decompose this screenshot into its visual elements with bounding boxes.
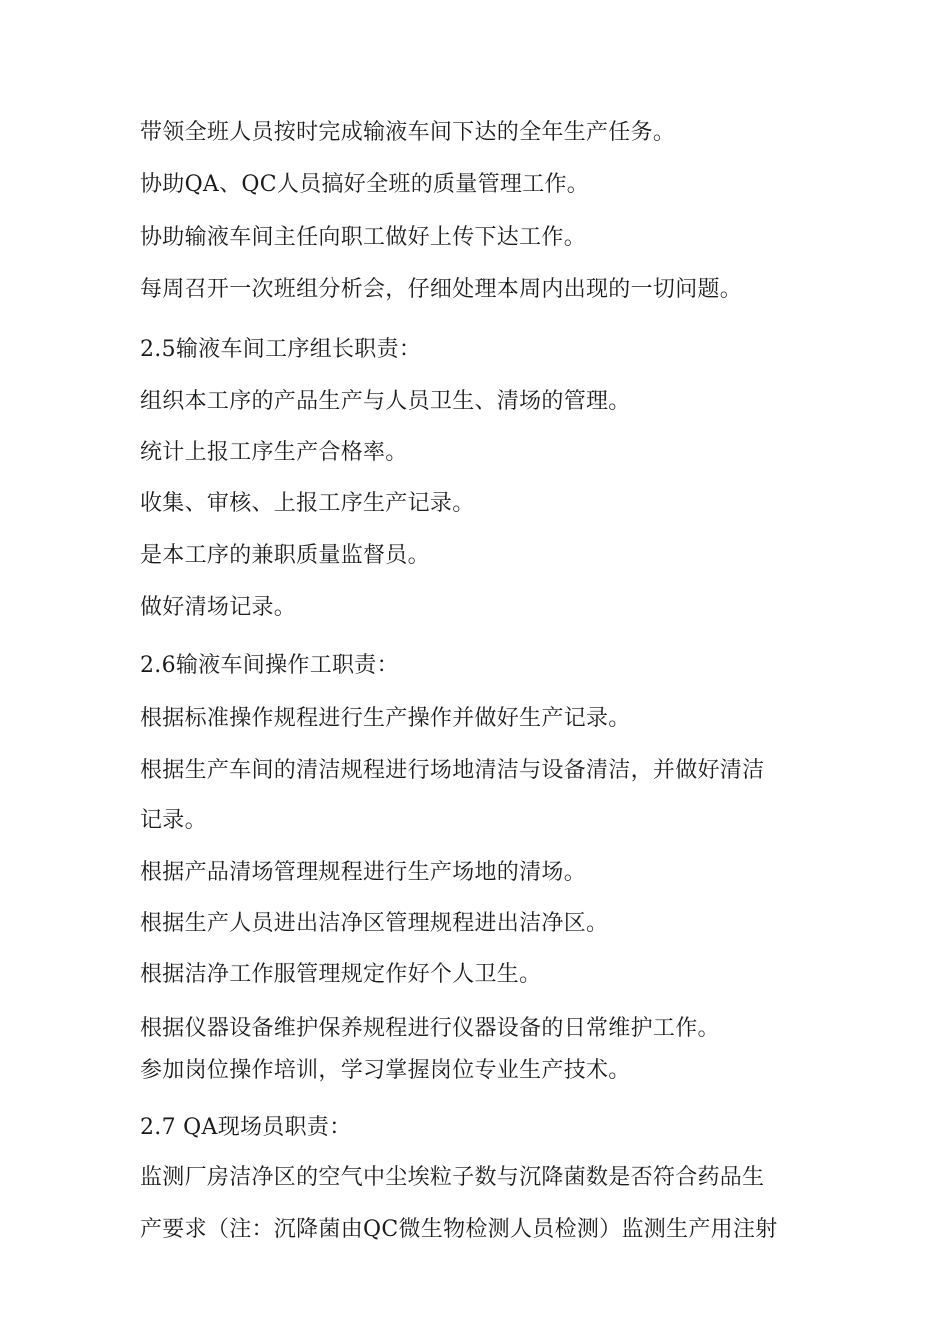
section-heading: 2.5输液车间工序组长职责： — [140, 337, 422, 362]
text-line: 收集、审核、上报工序生产记录。 — [140, 491, 475, 516]
text-line: 根据生产车间的清洁规程进行场地清洁与设备清洁，并做好清洁 — [140, 758, 765, 783]
text-line: 产要求（注：沉降菌由QC微生物检测人员检测）监测生产用注射 — [140, 1217, 778, 1242]
text-line: 参加岗位操作培训，学习掌握岗位专业生产技术。 — [140, 1058, 631, 1083]
text-line: 记录。 — [140, 808, 207, 833]
text-line: 组织本工序的产品生产与人员卫生、清场的管理。 — [140, 389, 631, 414]
text-line: 根据标准操作规程进行生产操作并做好生产记录。 — [140, 706, 631, 731]
text-line: 根据产品清场管理规程进行生产场地的清场。 — [140, 860, 587, 885]
text-line: 根据仪器设备维护保养规程进行仪器设备的日常维护工作。 — [140, 1016, 720, 1041]
text-line: 带领全班人员按时完成输液车间下达的全年生产任务。 — [140, 120, 676, 145]
text-line: 根据洁净工作服管理规定作好个人卫生。 — [140, 962, 542, 987]
section-heading: 2.6输液车间操作工职责： — [140, 653, 399, 678]
text-line: 协助输液车间主任向职工做好上传下达工作。 — [140, 225, 587, 250]
section-heading: 2.7 QA现场员职责： — [140, 1115, 352, 1140]
text-line: 统计上报工序生产合格率。 — [140, 440, 408, 465]
text-line: 每周召开一次班组分析会，仔细处理本周内出现的一切问题。 — [140, 277, 743, 302]
text-line: 协助QA、QC人员搞好全班的质量管理工作。 — [140, 172, 590, 197]
text-line: 做好清场记录。 — [140, 595, 297, 620]
text-line: 监测厂房洁净区的空气中尘埃粒子数与沉降菌数是否符合药品生 — [140, 1165, 765, 1190]
text-line: 是本工序的兼职质量监督员。 — [140, 543, 430, 568]
text-line: 根据生产人员进出洁净区管理规程进出洁净区。 — [140, 911, 609, 936]
